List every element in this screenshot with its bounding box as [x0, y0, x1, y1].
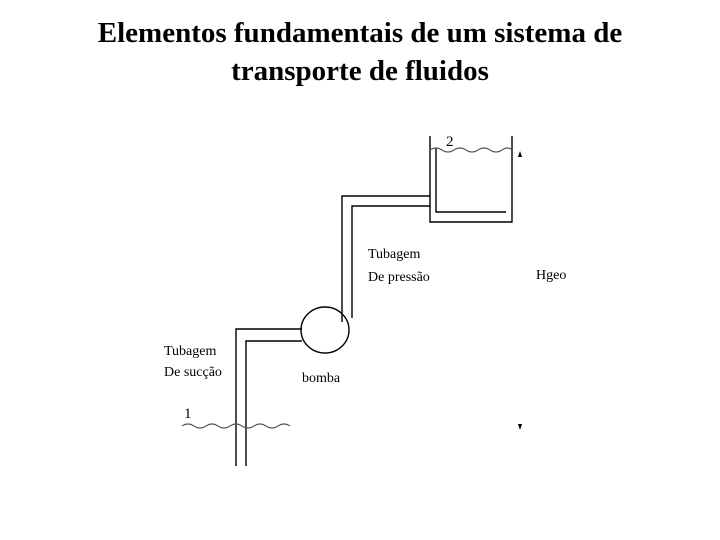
point-2-label: 2	[446, 134, 454, 150]
upper-water-surface	[430, 148, 512, 152]
hgeo-arrow-top	[518, 151, 522, 157]
hgeo-arrow-bottom	[518, 424, 522, 430]
suction-pipe-label-2: De sucção	[164, 365, 222, 380]
pressure-pipe-label-2: De pressão	[368, 270, 430, 285]
pump	[301, 307, 349, 353]
title-line-2: transporte de fluidos	[231, 55, 489, 87]
point-1-label: 1	[184, 406, 192, 422]
upper-reservoir	[430, 136, 512, 222]
suction-pipe	[236, 329, 302, 466]
title-line-1: Elementos fundamentais de um sistema de	[97, 17, 623, 49]
suction-pipe-label-1: Tubagem	[164, 344, 217, 359]
pressure-pipe-label-1: Tubagem	[368, 247, 421, 262]
hgeo-label: Hgeo	[536, 268, 567, 283]
pump-label: bomba	[302, 371, 341, 386]
